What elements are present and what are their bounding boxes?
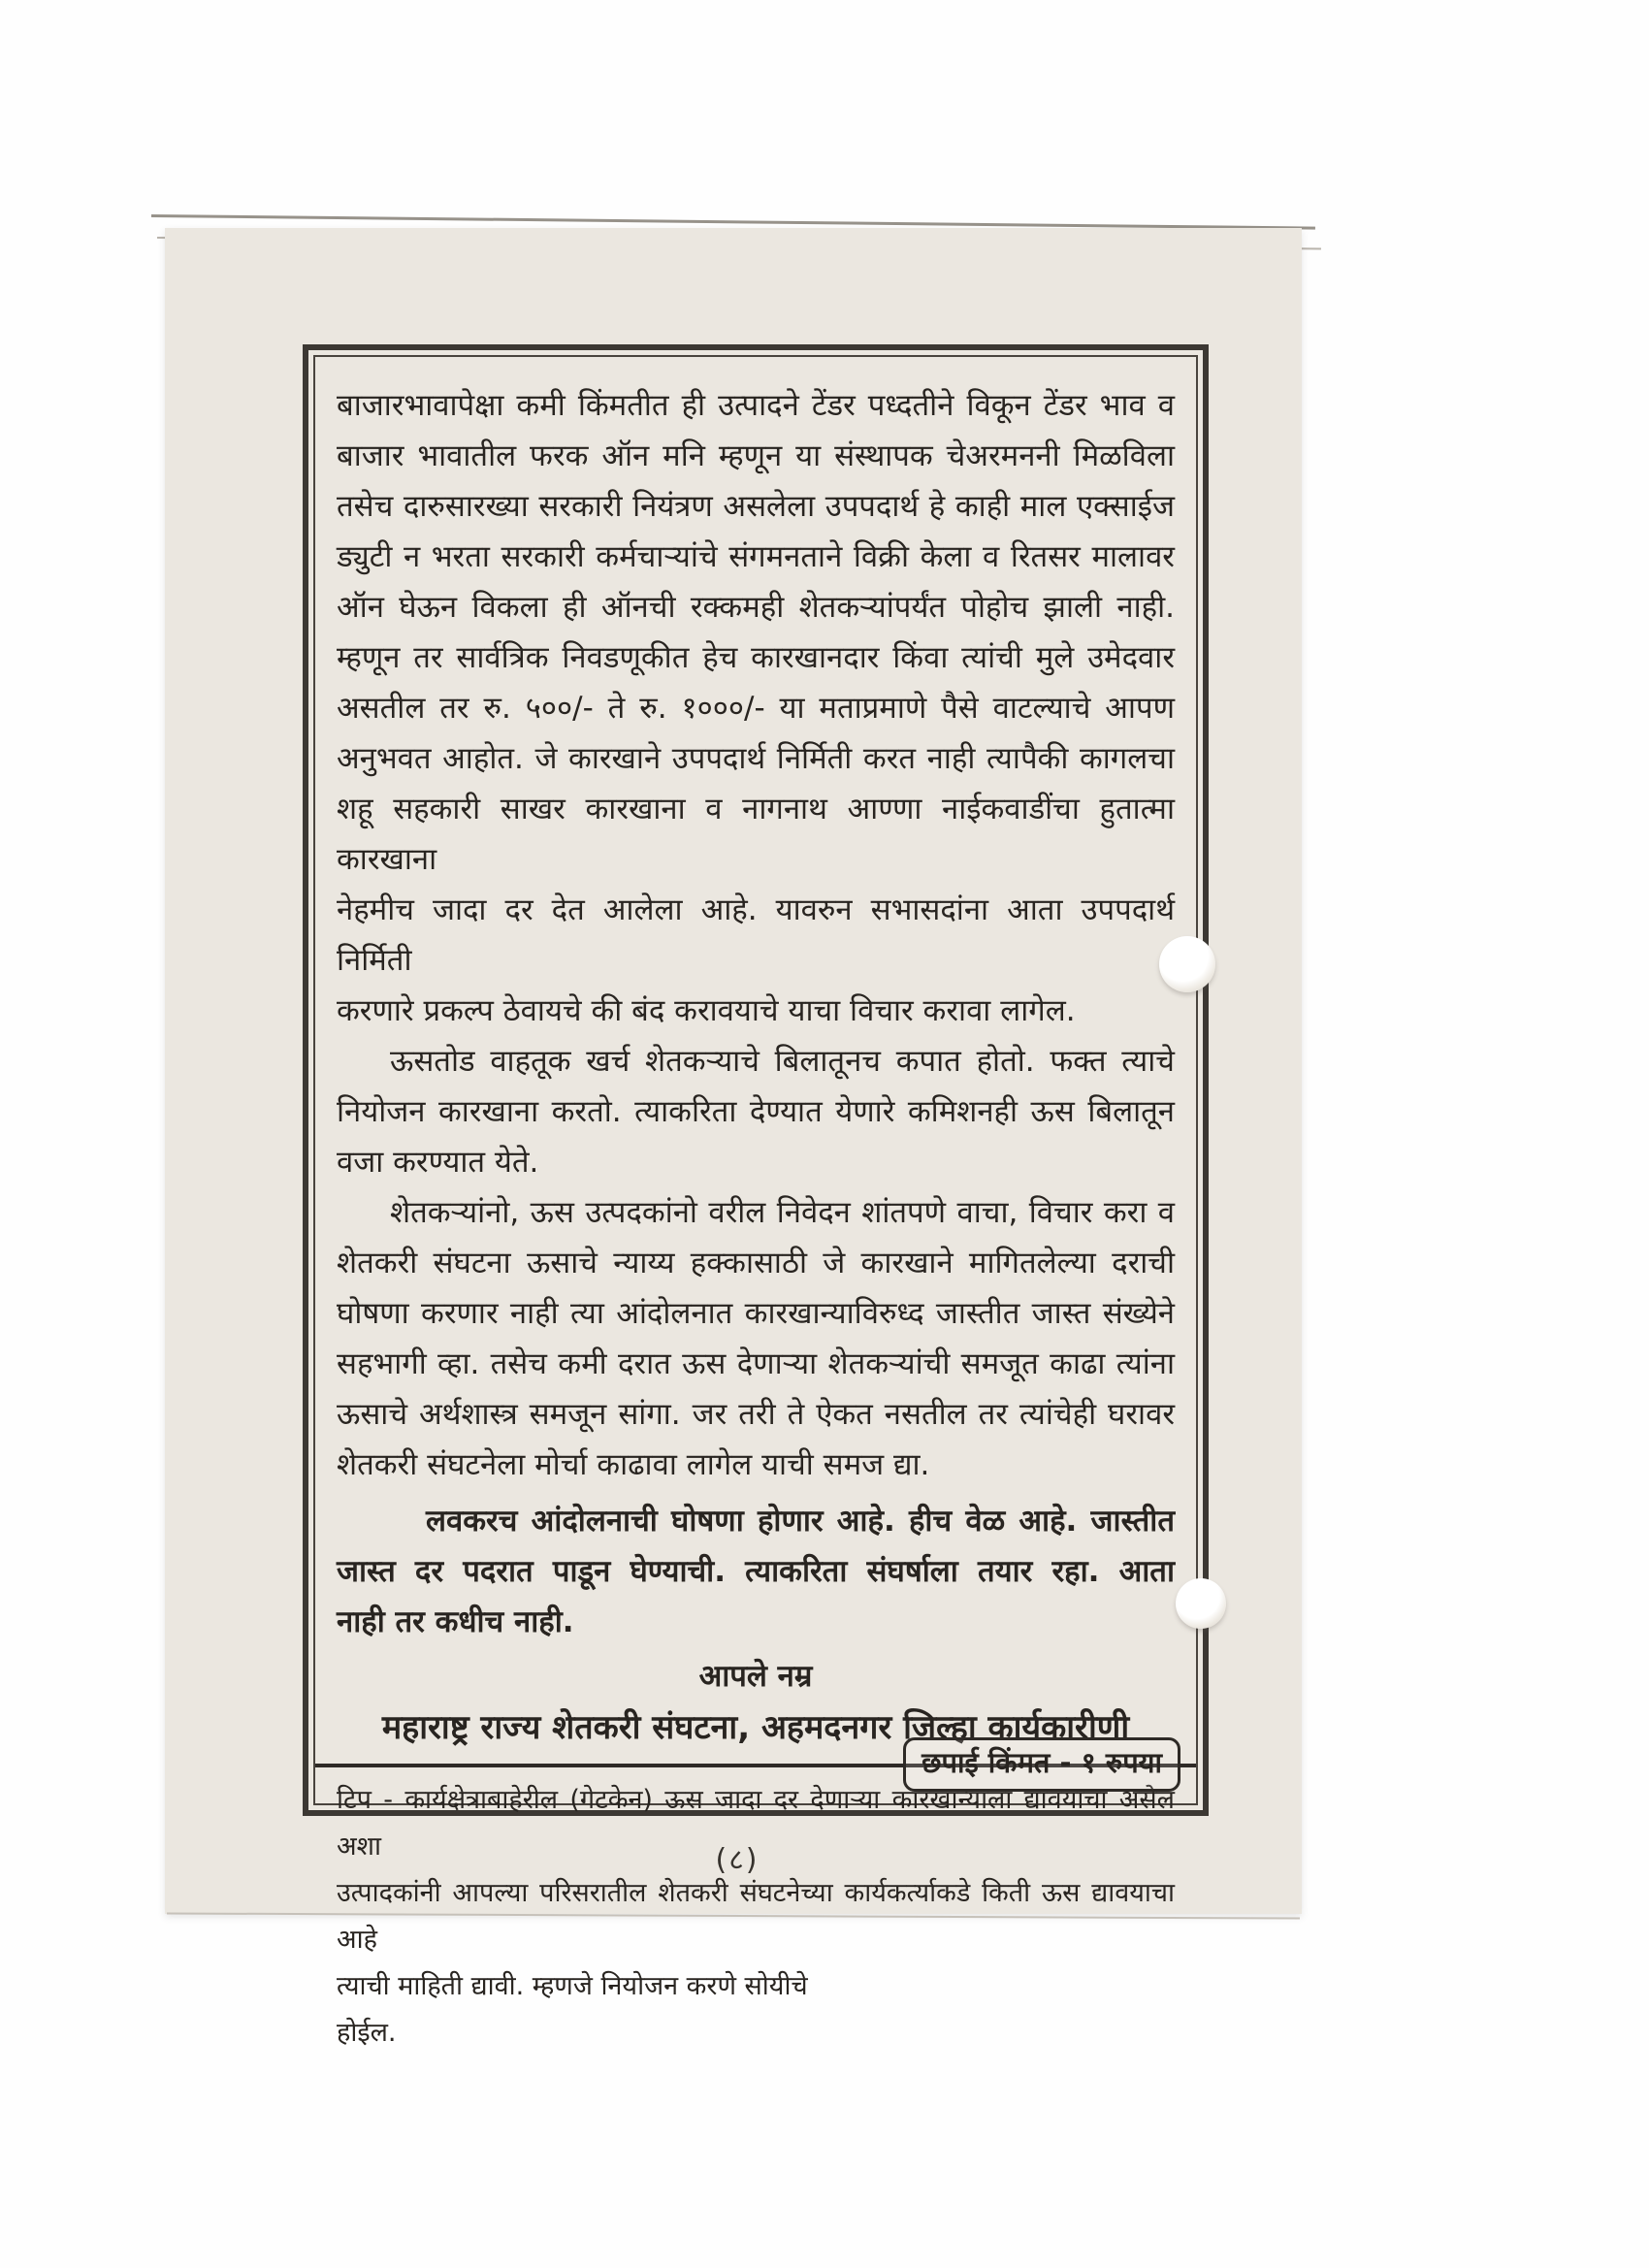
text-line: करणारे प्रकल्प ठेवायचे की बंद करावयाचे याचा विचार करावा लागेल. xyxy=(337,993,1076,1028)
text-line: नाही तर कधीच नाही. xyxy=(337,1604,574,1639)
closing-salutation: आपले नम्र xyxy=(698,1659,813,1694)
text-line: ऊसाचे अर्थशास्त्र समजून सांगा. जर तरी ते ऐकत नसतील तर त्यांचेही घरावर xyxy=(337,1397,1175,1432)
text-line: शहू सहकारी साखर कारखाना व नागनाथ आण्णा नाईकवाडींचा हुतात्मा कारखाना xyxy=(337,792,1175,877)
text-line: बाजारभावापेक्षा कमी किंमतीत ही उत्पादने टेंडर पध्दतीने विकून टेंडर भाव व xyxy=(337,388,1175,423)
text-line: तसेच दारुसारख्या सरकारी नियंत्रण असलेला उपपदार्थ हे काही माल एक्साईज xyxy=(337,489,1175,524)
paragraph-2 xyxy=(337,1036,1175,1187)
punch-hole xyxy=(1159,936,1215,992)
paragraph-4-emphasis xyxy=(337,1496,1175,1647)
text-line: ड्युटी न भरता सरकारी कर्मचाऱ्यांचे संगमनताने विक्री केला व रितसर मालावर xyxy=(337,539,1175,574)
text-line: ऑन घेऊन विकला ही ऑनची रक्कमही शेतकऱ्यांपर्यंत पोहोच झाली नाही. xyxy=(337,590,1175,625)
text-line: नेहमीच जादा दर देत आलेला आहे. यावरुन सभासदांना आता उपपदार्थ निर्मिती xyxy=(337,892,1175,978)
text-line: ऊसतोड वाहतूक खर्च शेतकऱ्याचे बिलातूनच कपात होतो. फक्त त्याचे xyxy=(390,1044,1175,1079)
text-line: अनुभवत आहोत. जे कारखाने उपपदार्थ निर्मिती करत नाही त्यापैकी कागलचा xyxy=(337,741,1175,776)
document-content xyxy=(315,357,1196,2048)
text-line: नियोजन कारखाना करतो. त्याकरिता देण्यात येणारे कमिशनही ऊस बिलातून xyxy=(337,1094,1175,1129)
paragraph-3 xyxy=(337,1187,1175,1490)
text-line: बाजार भावातील फरक ऑन मनि म्हणून या संस्थापक चेअरमननी मिळविला xyxy=(337,438,1175,473)
text-line: शेतकरी संघटनेला मोर्चा काढावा लागेल याची समज द्या. xyxy=(337,1447,930,1482)
punch-hole xyxy=(1176,1578,1226,1629)
footnote-line: त्याची माहिती द्यावी. म्हणजे नियोजन करणे सोयीचे होईल. xyxy=(337,1971,808,2048)
page-number: (८) xyxy=(715,1843,760,1877)
text-line: सहभागी व्हा. तसेच कमी दरात ऊस देणाऱ्या शेतकऱ्यांची समजूत काढा त्यांना xyxy=(337,1346,1175,1381)
text-line: घोषणा करणार नाही त्या आंदोलनात कारखान्याविरुध्द जास्तीत जास्त संख्येने xyxy=(337,1296,1175,1331)
text-line: म्हणून तर सार्वत्रिक निवडणूकीत हेच कारखानदार किंवा त्यांची मुले उमेदवार xyxy=(337,640,1175,675)
paragraph-1 xyxy=(337,380,1175,1036)
text-line: जास्त दर पदरात पाडून घेण्याची. त्याकरिता संघर्षाला तयार रहा. आता xyxy=(337,1554,1175,1589)
paper-sheet xyxy=(165,228,1302,2048)
footnote-line: टिप - कार्यक्षेत्राबाहेरील (गेटकेन) ऊस जादा दर देणाऱ्या कारखान्याला द्यावयाचा असेल अशा xyxy=(337,1785,1175,1862)
document-inner-frame xyxy=(313,355,1198,2048)
text-line: असतील तर रु. ५००/- ते रु. १०००/- या मताप्रमाणे पैसे वाटल्याचे आपण xyxy=(337,691,1175,726)
document-frame xyxy=(303,344,1209,2048)
text-line: शेतकरी संघटना ऊसाचे न्याय्य हक्कासाठी जे कारखाने मागितलेल्या दराची xyxy=(337,1246,1175,1280)
text-line: लवकरच आंदोलनाची घोषणा होणार आहे. हीच वेळ आहे. जास्तीत xyxy=(426,1504,1175,1539)
print-price-box: छपाई किंमत - १ रुपया xyxy=(903,1737,1180,1792)
footnote xyxy=(337,1777,1175,2057)
footnote-line: उत्पादकांनी आपल्या परिसरातील शेतकरी संघटनेच्या कार्यकर्त्याकडे किती ऊस द्यावयाचा आहे xyxy=(337,1878,1175,1955)
text-line: वजा करण्यात येते. xyxy=(337,1145,539,1180)
organization-name: महाराष्ट्र राज्य शेतकरी संघटना, अहमदनगर जिल्हा कार्यकारीणी xyxy=(381,1708,1130,1747)
text-line: शेतकऱ्यांनो, ऊस उत्पदकांनो वरील निवेदन शांतपणे वाचा, विचार करा व xyxy=(390,1195,1175,1230)
